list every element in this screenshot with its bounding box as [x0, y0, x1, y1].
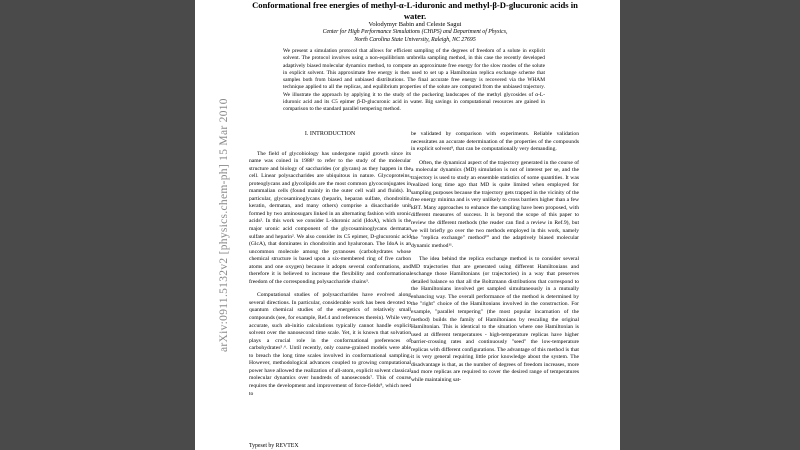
paragraph: be validated by comparison with experiments. Reliable validation necessitates an accurate determination of the properties of the compounds in explicit solvent⁹, that can be computationally very demanding. [411, 131, 579, 153]
paragraph: Often, the dynamical aspect of the trajectory generated in the course of a molecular dynamics (MD) simulation is not of interest per se, and the trajectory is used to study an ensemble statistics of some quantities. It was realized long time ago that MD is quite limited when employed for sampling purposes because the trajectory gets trapped in the vicinity of the free energy minima and is very unlikely to cross barriers higher than a few kBT. Many approaches to enhance the sampling have been proposed, with different measures of success. It is beyond the scope of this paper to review the different methods (the reader can find a review in Ref.9), but we will briefly go over the two methods employed in this work, namely the "replica exchange" method¹⁰ and the adaptively biased molecular dynamic method¹¹. [411, 159, 579, 249]
typeset-footer: Typeset by REVTEX [249, 443, 299, 449]
section-heading: I. INTRODUCTION [304, 131, 356, 137]
paper-authors: Volodymyr Babin and Celeste Sagui [368, 21, 462, 28]
paragraph: Computational studies of polysaccharides have evolved along several directions. In particular, considerable work has been devoted to quantum chemical studies of the energetics of relatively small compounds (see, for example, Ref.4 and references therein). While very accurate, such ab-initio calculations typically cannot handle explicit solvent over the nanosecond time scale. Yet, it is known that solvation plays a crucial role in the conformational preferences of carbohydrates⁵˒⁶. Until recently, only coarse-grained models were able to breach the long time scales involved in conformational sampling. However, methodological advances coupled to growing computational power have allowed the realization of all-atom, explicit solvent classical molecular dynamics over hundreds of nanoseconds⁷. This of course requires the development and improvement of force-fields⁸, which need to [249, 292, 411, 397]
paragraph: The idea behind the replica exchange method is to consider several MD trajectories that are generated using different Hamiltonians and exchange those Hamiltonians (or trajectories) in a way that preserves detailed balance so that all the Boltzmann distributions that correspond to the Hamiltonians involved get sampled simultaneously in a mutually enhancing way. The overall performance of the method is determined by the "right" choice of the Hamiltonians involved in the construction. For example, "parallel tempering" (the most popular incarnation of the method) builds the family of Hamiltonians by rescaling the original Hamiltonian. This is identical to the situation where one Hamiltonian is used at different temperatures - high-temperature replicas have higher barrier-crossing rates and continuously "seed" the low-temperature replicas with different configurations. The advantage of this method is that it is very general requiring little prior knowledge about the system. The disadvantage is that, as the number of degrees of freedom increases, more and more replicas are required to cover the desired range of temperatures while maintaining sat- [411, 256, 579, 383]
arxiv-identifier: arXiv:0911.5132v2 [physics.chem-ph] 15 Mar 2010 [218, 98, 230, 352]
affiliation-line-1: Center for High Performance Simulations (CHiPS) and Department of Physics, [322, 29, 508, 35]
left-column [249, 131, 411, 398]
affiliation-line-2: North Carolina State University, Raleigh, NC 27695 [354, 36, 476, 43]
paragraph: The field of glycobiology has undergone rapid growth since its name was coined in 1988¹ to refer to the study of the molecular structure and biology of saccharides (or glycans) as they happen in the cell. Linear polysaccharides are ubiquitous in nature. Glycoproteins, proteoglycans and glycolipids are the most common glycoconjugates in mammalian cells (found mainly in the outer cell wall and fluids). In particular, glycosaminoglycans (heparin, heparan sulfate, chondroitin, keratin, dermatan, and many others) comprise a disaccharide unit formed by two aminosugars linked in an alternating fashion with uronic acids². In this work we consider L-iduronic acid (IdoA), which is the major uronic acid component of the glycosaminoglycans dermatan sulfate and heparin². We also consider its C5 epimer, D-glucuronic acid (GlcA), that dominates in chondroitin and hyaluronan. The IdoA is an uncommon molecule among the pyranoses (carbohydrates whose chemical structure is based upon a six-membered ring of five carbon atoms and one oxygen) because it adopts several conformations, and therefore it is believed to increase the flexibility and conformational freedom of the corresponding polysaccharide chains³. [249, 150, 411, 285]
paper-affiliation [250, 29, 580, 44]
abstract: We present a simulation protocol that allows for efficient sampling of the degrees of freedom of a solute in explicit solvent. The protocol involves using a non-equilibrium umbrella sampling method, in this case the recently developed adaptively biased molecular dynamics method, to compute an approximate free energy for the slow modes of the solute in explicit solvent. This approximate free energy is then used to set up a Hamiltonian replica exchange scheme that samples both from biased and unbiased distributions. The final accurate free energy is recovered via the WHAM technique applied to all the replicas, and equilibrium properties of the solute are computed from the unbiased trajectory. We illustrate the approach by applying it to the study of the puckering landscapes of the methyl glycosides of α-L-iduronic acid and its C5 epimer β-D-glucuronic acid in water. Big savings in computational resources are gained in comparison to the standard parallel tempering method. [283, 48, 545, 113]
right-column [411, 131, 579, 385]
paper-title: Conformational free energies of methyl-α-L-iduronic and methyl-β-D-glucuronic acids in water. [252, 0, 578, 21]
